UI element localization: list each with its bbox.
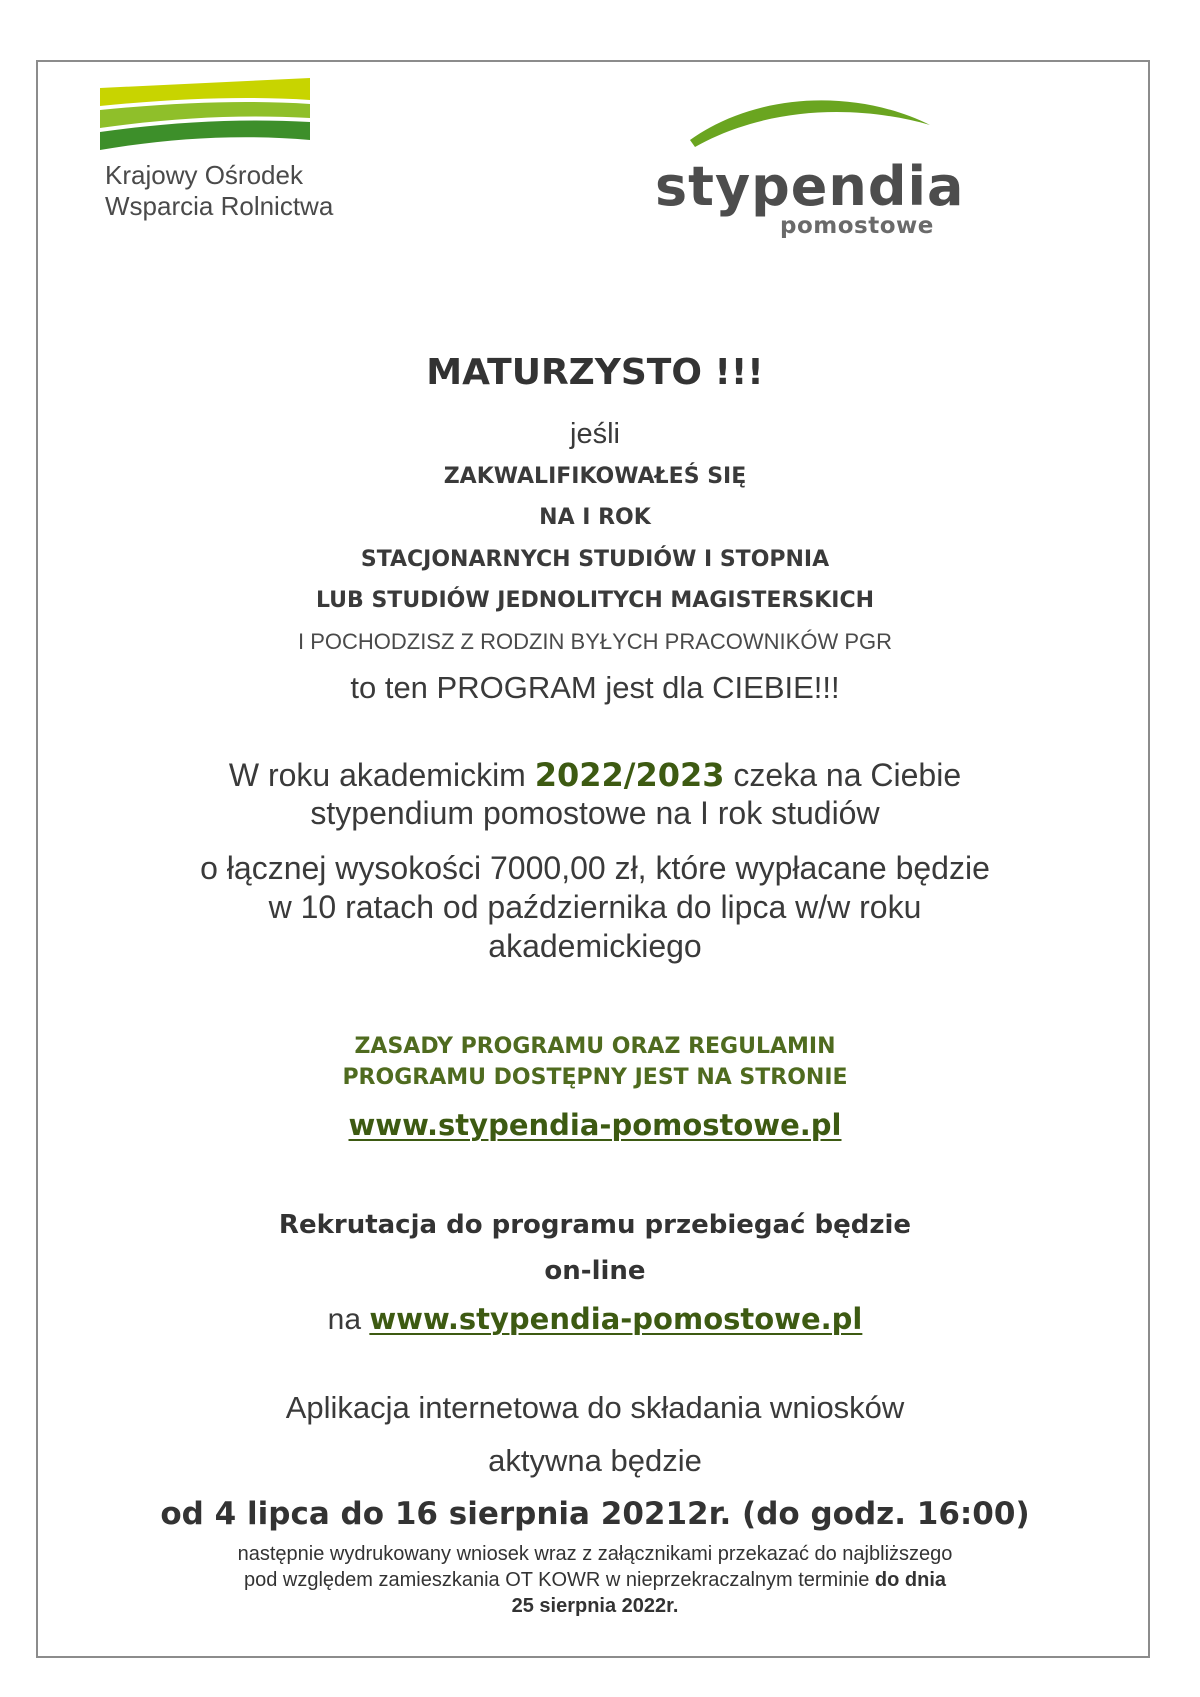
application-note-1: następnie wydrukowany wniosek wraz z załącznikami przekazać do najbliższego bbox=[237, 1543, 953, 1565]
rules-line-1: ZASADY PROGRAMU ORAZ REGULAMIN bbox=[354, 1034, 836, 1059]
recruitment-line-1: Rekrutacja do programu przebiegać będzie bbox=[278, 1210, 912, 1240]
qualify-line-3: STACJONARNYCH STUDIÓW I STOPNIA bbox=[360, 547, 830, 572]
year-line-2: stypendium pomostowe na I rok studiów bbox=[310, 795, 880, 831]
kowr-name-line1: Krajowy Ośrodek bbox=[105, 160, 303, 190]
stypendia-logo bbox=[650, 95, 990, 255]
program-line: to ten PROGRAM jest dla CIEBIE!!! bbox=[350, 670, 840, 705]
recruitment-url-link[interactable]: www.stypendia-pomostowe.pl bbox=[369, 1302, 863, 1336]
qualify-line-4: LUB STUDIÓW JEDNOLITYCH MAGISTERSKICH bbox=[315, 588, 875, 613]
application-note-2-bold: do dnia bbox=[874, 1569, 947, 1591]
year-pre: W roku akademickim bbox=[228, 757, 535, 793]
rules-line-2: PROGRAMU DOSTĘPNY JEST NA STRONIE bbox=[342, 1065, 848, 1090]
application-deadline: 25 sierpnia 2022r. bbox=[511, 1595, 679, 1617]
recruitment-url-row bbox=[40, 1302, 1150, 1337]
kowr-name-line2: Wsparcia Rolnictwa bbox=[105, 191, 334, 221]
year-line-5: akademickiego bbox=[488, 928, 702, 964]
jesli-text: jeśli bbox=[570, 418, 620, 450]
year-line-1 bbox=[40, 756, 1150, 794]
headline: MATURZYSTO !!! bbox=[426, 352, 764, 393]
application-line-2: aktywna będzie bbox=[488, 1443, 702, 1478]
academic-year: 2022/2023 bbox=[534, 756, 725, 794]
year-line-3: o łącznej wysokości 7000,00 zł, które wypłacane będzie bbox=[200, 850, 990, 886]
pomostowe-wordmark: pomostowe bbox=[780, 213, 934, 239]
application-dates: od 4 lipca do 16 sierpnia 20212r. (do godz. 16:00) bbox=[160, 1496, 1030, 1532]
application-line-1: Aplikacja internetowa do składania wniosków bbox=[285, 1390, 905, 1425]
recruitment-line-2: on-line bbox=[544, 1256, 646, 1286]
rules-url-link[interactable]: www.stypendia-pomostowe.pl bbox=[348, 1108, 842, 1142]
year-post: czeka na Ciebie bbox=[724, 757, 962, 793]
recruitment-prefix: na bbox=[327, 1303, 370, 1336]
stypendia-wordmark: stypendia bbox=[655, 155, 965, 218]
rules-url-row bbox=[40, 1108, 1150, 1143]
application-note-2 bbox=[40, 1569, 1150, 1592]
qualify-line-5: I POCHODZISZ Z RODZIN BYŁYCH PRACOWNIKÓW PGR bbox=[297, 629, 893, 654]
application-note-2-text: pod względem zamieszkania OT KOWR w nieprzekraczalnym terminie bbox=[243, 1569, 875, 1591]
qualify-line-1: ZAKWALIFIKOWAŁEŚ SIĘ bbox=[443, 464, 747, 489]
year-line-4: w 10 ratach od października do lipca w/w roku bbox=[268, 889, 922, 925]
qualify-line-2: NA I ROK bbox=[539, 505, 651, 530]
